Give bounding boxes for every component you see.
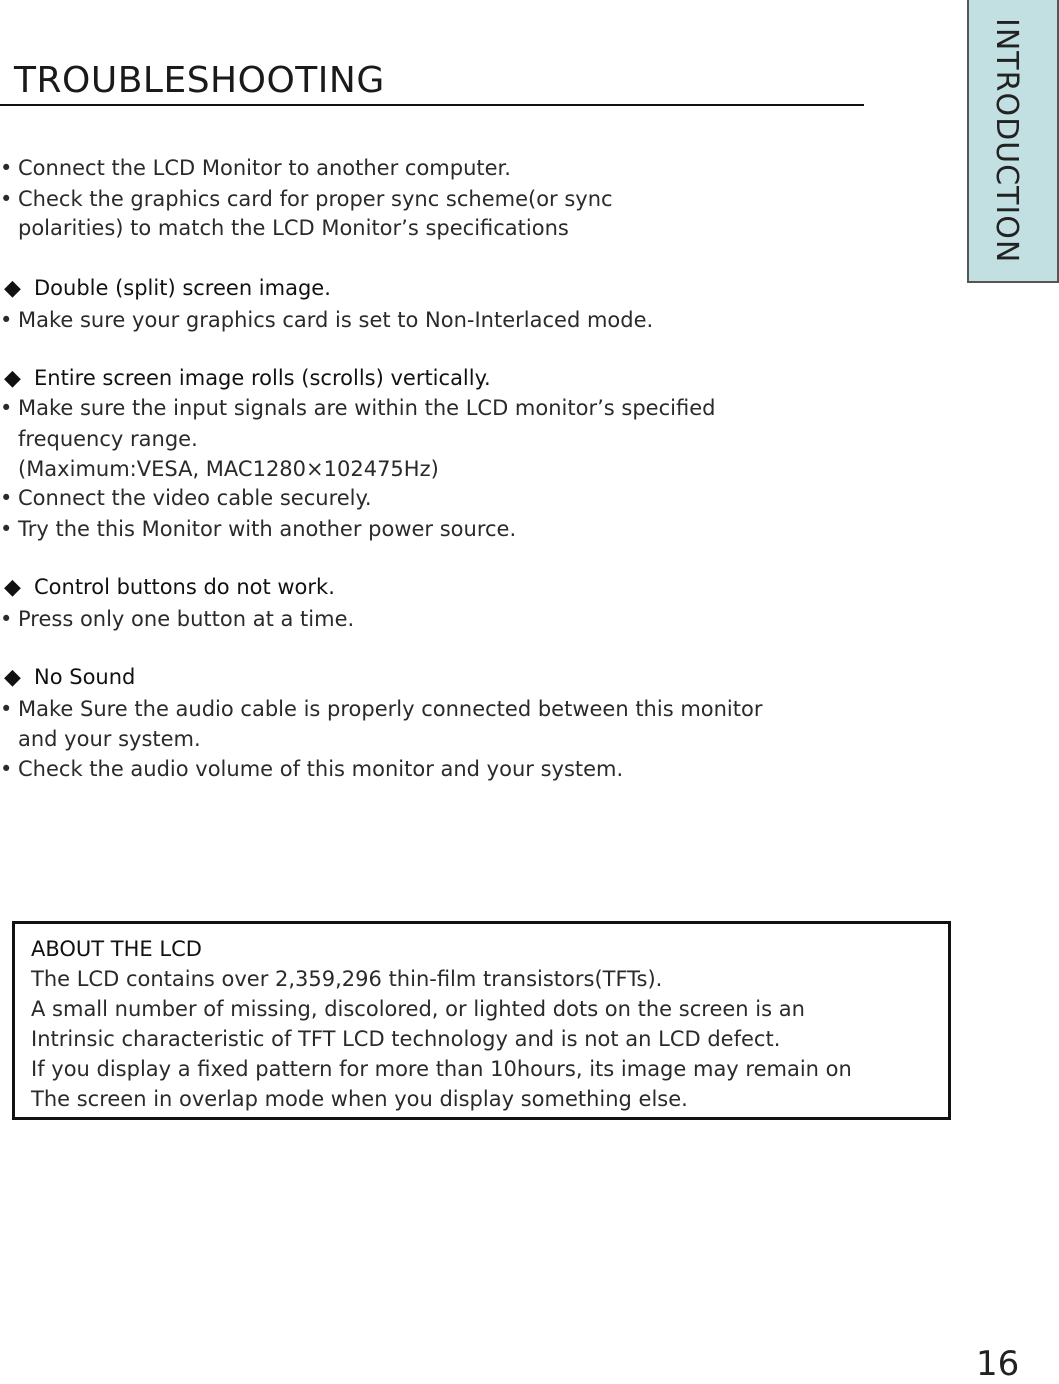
section-heading: ◆ No Sound [4, 665, 136, 690]
bullet-icon: • [0, 486, 13, 510]
bullet-icon: • [0, 308, 13, 332]
about-line: The screen in overlap mode when you display something else. [31, 1087, 688, 1111]
list-item: • Make Sure the audio cable is properly connected between this monitor [0, 697, 763, 721]
bullet-icon: • [0, 607, 13, 631]
about-line: A small number of missing, discolored, or lighted dots on the screen is an [31, 997, 805, 1021]
list-item-continuation: polarities) to match the LCD Monitor’s specifications [18, 216, 569, 240]
about-line: If you display a fixed pattern for more than 10hours, its image may remain on [31, 1057, 852, 1081]
list-item-continuation: frequency range. [18, 427, 198, 451]
list-item: • Check the audio volume of this monitor and your system. [0, 757, 624, 781]
page-number: 16 [976, 1344, 1020, 1384]
section-heading: ◆ Double (split) screen image. [4, 276, 331, 301]
bullet-icon: • [0, 156, 13, 180]
title-divider [0, 104, 864, 106]
list-item: • Press only one button at a time. [0, 607, 355, 631]
list-item: • Make sure your graphics card is set to Non-Interlaced mode. [0, 308, 654, 332]
page-title: TROUBLESHOOTING [14, 60, 385, 102]
section-tab-label: INTRODUCTION [989, 18, 1024, 264]
list-item: • Check the graphics card for proper sync scheme(or sync [0, 187, 613, 211]
section-heading: ◆ Control buttons do not work. [4, 575, 335, 600]
list-item-continuation: (Maximum:VESA, MAC1280×102475Hz) [18, 457, 439, 481]
list-item-continuation: and your system. [18, 727, 201, 751]
about-title: ABOUT THE LCD [31, 937, 202, 961]
about-lcd-box [12, 921, 951, 1120]
diamond-icon: ◆ [4, 276, 21, 301]
bullet-icon: • [0, 396, 13, 420]
list-item: • Connect the LCD Monitor to another computer. [0, 156, 511, 180]
bullet-icon: • [0, 517, 13, 541]
diamond-icon: ◆ [4, 366, 21, 391]
list-item: • Make sure the input signals are within the LCD monitor’s specified [0, 396, 716, 420]
about-line: The LCD contains over 2,359,296 thin-film transistors(TFTs). [31, 967, 663, 991]
bullet-icon: • [0, 697, 13, 721]
list-item: • Connect the video cable securely. [0, 486, 372, 510]
diamond-icon: ◆ [4, 575, 21, 600]
diamond-icon: ◆ [4, 665, 21, 690]
bullet-icon: • [0, 187, 13, 211]
section-tab [967, 0, 1059, 283]
about-line: Intrinsic characteristic of TFT LCD technology and is not an LCD defect. [31, 1027, 781, 1051]
section-heading: ◆ Entire screen image rolls (scrolls) vertically. [4, 366, 491, 391]
list-item: • Try the this Monitor with another power source. [0, 517, 517, 541]
bullet-icon: • [0, 757, 13, 781]
